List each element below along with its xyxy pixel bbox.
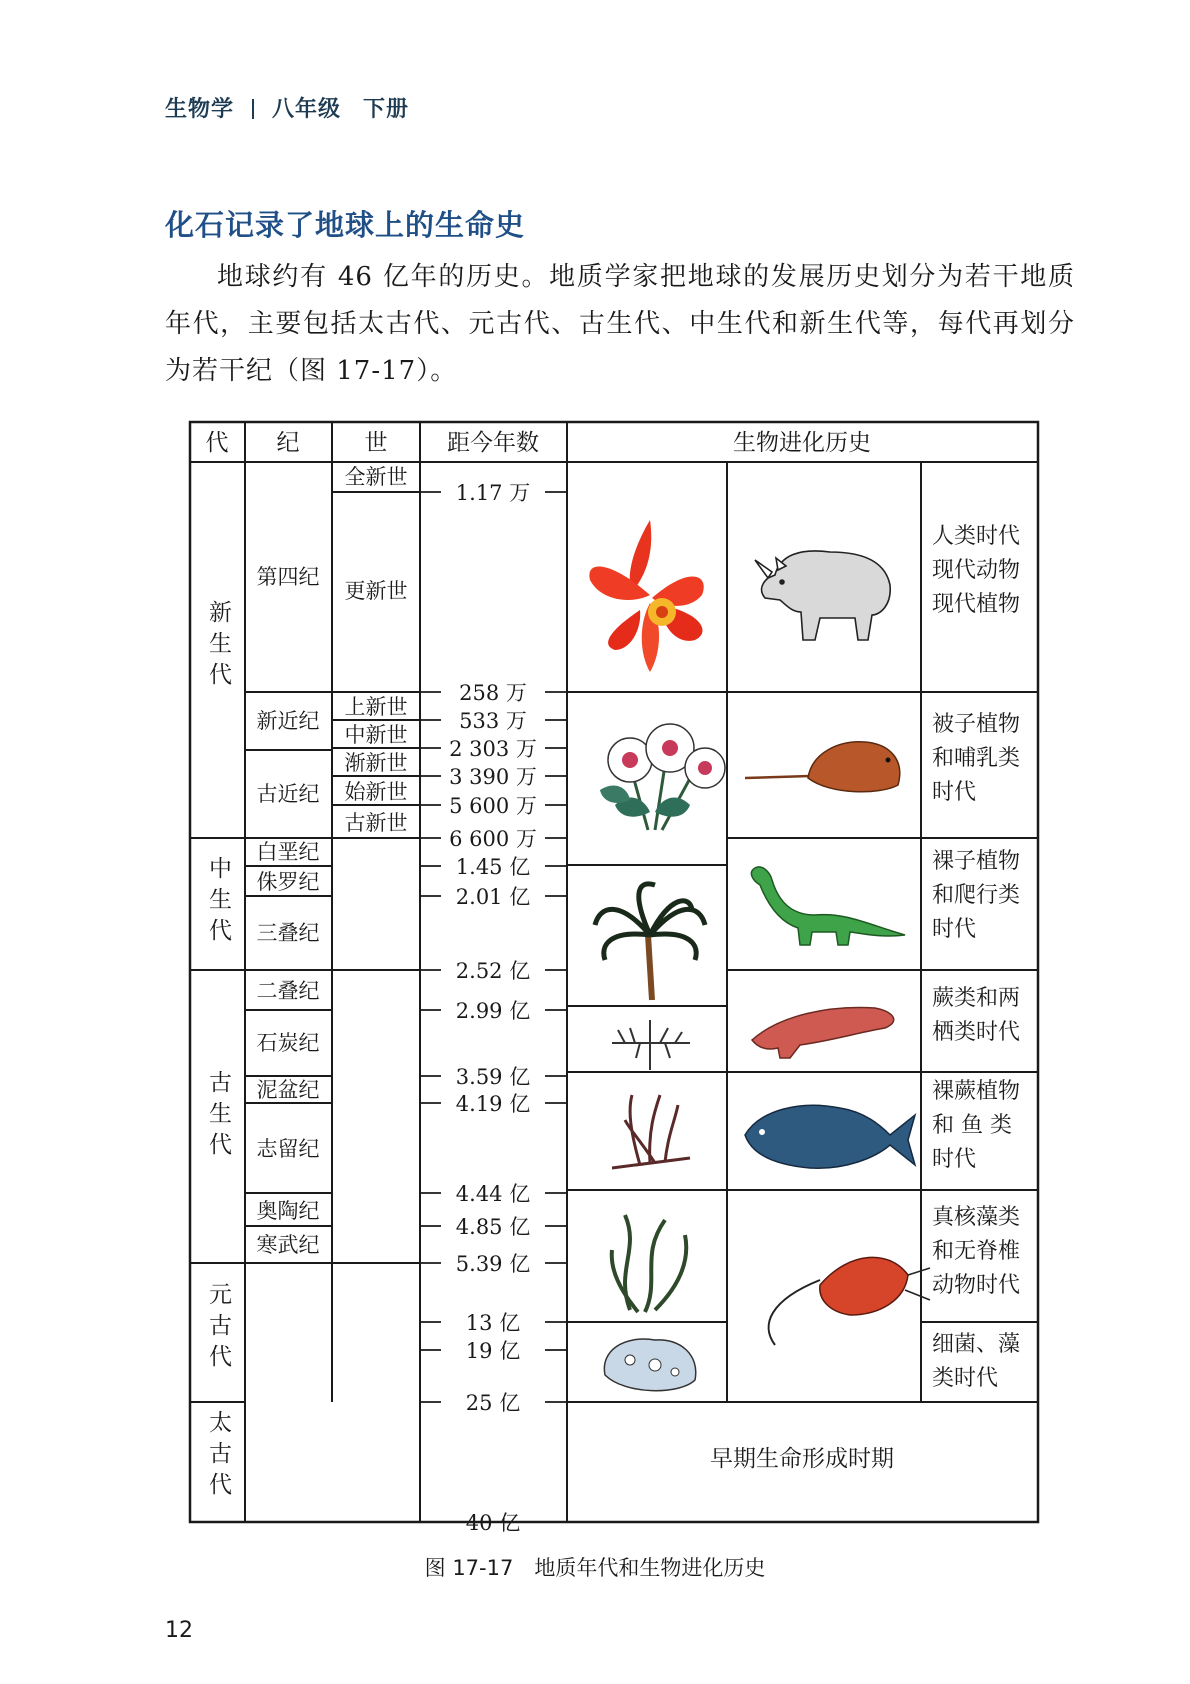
- period-paleogene: 古近纪: [256, 782, 320, 806]
- bacteria-colony-illustration: [604, 1339, 695, 1391]
- stage-line: 人类时代: [932, 524, 1021, 549]
- age-label: 4.19 亿: [455, 1092, 531, 1116]
- dinosaur-illustration: [751, 867, 905, 945]
- stage-line: 真核藻类: [932, 1205, 1021, 1230]
- period-neogene: 新近纪: [256, 709, 320, 733]
- stage-line: 时代: [932, 780, 977, 805]
- period-devonian: 泥盆纪: [256, 1078, 320, 1102]
- age-label: 3 390 万: [449, 765, 537, 789]
- age-label: 2 303 万: [449, 737, 537, 761]
- era-archean: 太古代: [205, 1410, 231, 1503]
- stage-line: 类时代: [932, 1366, 999, 1391]
- body-paragraph: 地球约有 46 亿年的历史。地质学家把地球的发展历史划分为若干地质年代，主要包括太古代、元古代、古生代、中生代和新生代等，每代再划分为若干纪（图 17-17）。: [165, 262, 1075, 386]
- period-cretaceous: 白垩纪: [256, 840, 320, 864]
- period-cambrian: 寒武纪: [256, 1233, 320, 1257]
- period-jurassic: 侏罗纪: [256, 870, 320, 894]
- epoch-pleistocene: 更新世: [344, 579, 408, 603]
- section-title: 化石记录了地球上的生命史: [165, 208, 526, 242]
- period-carboniferous: 石炭纪: [256, 1031, 320, 1055]
- volume-label: 下册: [363, 97, 410, 122]
- era-cenozoic: 新生代: [205, 600, 231, 693]
- period-triassic: 三叠纪: [256, 921, 320, 945]
- stage-line: 和爬行类: [932, 883, 1021, 908]
- age-label: 4.85 亿: [455, 1215, 531, 1239]
- period-quaternary: 第四纪: [256, 565, 320, 589]
- age-label: 6 600 万: [449, 827, 537, 851]
- cycad-tree-illustration: [595, 884, 705, 1000]
- header-epoch: 世: [364, 430, 388, 456]
- header-age: 距今年数: [447, 430, 539, 456]
- grade-label: 八年级: [272, 97, 342, 122]
- age-label: 2.01 亿: [455, 885, 531, 909]
- psilophyte-illustration: [612, 1095, 690, 1168]
- epoch-miocene: 中新世: [344, 723, 408, 747]
- age-label: 40 亿: [465, 1511, 521, 1535]
- rhino-illustration: [755, 551, 890, 640]
- age-label: 258 万: [459, 681, 527, 705]
- page-number: 12: [165, 1618, 193, 1643]
- stage-line: 现代植物: [932, 592, 1021, 617]
- age-label: 19 亿: [465, 1339, 521, 1363]
- stage-line: 栖类时代: [932, 1020, 1021, 1045]
- book-title: 生物学: [165, 97, 235, 122]
- orchid-illustration: [589, 520, 703, 672]
- age-label: 13 亿: [465, 1311, 521, 1335]
- stage-line: 时代: [932, 917, 977, 942]
- figure-caption: 图 17-17 地质年代和生物进化历史: [424, 1556, 766, 1580]
- epoch-pliocene: 上新世: [344, 695, 408, 719]
- stage-line: 时代: [932, 1147, 977, 1172]
- fern-illustration: [612, 1020, 690, 1070]
- fish-illustration: [745, 1105, 915, 1168]
- age-label: 533 万: [459, 709, 527, 733]
- age-label: 4.44 亿: [455, 1182, 531, 1206]
- stage-line: 和 鱼 类: [932, 1113, 1012, 1138]
- period-ordovician: 奥陶纪: [256, 1199, 320, 1223]
- stage-line: 被子植物: [932, 712, 1021, 737]
- age-label: 5.39 亿: [455, 1252, 531, 1276]
- stage-line: 现代动物: [932, 558, 1021, 583]
- period-permian: 二叠纪: [256, 979, 320, 1003]
- age-label: 1.17 万: [455, 481, 531, 505]
- amphibian-illustration: [752, 1007, 894, 1058]
- period-silurian: 志留纪: [256, 1137, 320, 1161]
- era-proterozoic: 元古代: [205, 1282, 231, 1375]
- epoch-oligocene: 渐新世: [344, 751, 408, 775]
- age-label: 2.52 亿: [455, 959, 531, 983]
- epoch-eocene: 始新世: [344, 780, 408, 804]
- header-period: 纪: [276, 430, 300, 456]
- stage-line: 细菌、藻: [932, 1332, 1021, 1357]
- flowering-plant-illustration: [600, 724, 725, 830]
- era-paleozoic: 古生代: [205, 1070, 231, 1163]
- age-label: 5 600 万: [449, 794, 537, 818]
- stage-line: 裸蕨植物: [932, 1079, 1021, 1104]
- stage-line: 蕨类和两: [932, 986, 1021, 1011]
- era-mesozoic: 中生代: [205, 856, 231, 949]
- epoch-paleocene: 古新世: [344, 811, 408, 835]
- trilobite-illustration: [769, 1257, 930, 1345]
- age-label: 25 亿: [465, 1391, 521, 1415]
- age-label: 3.59 亿: [455, 1065, 531, 1089]
- header-era: 代: [205, 430, 229, 456]
- stage-line: 裸子植物: [932, 849, 1021, 874]
- stage-line: 和哺乳类: [932, 746, 1021, 771]
- mammal-illustration: [745, 742, 900, 792]
- stage-line: 和无脊椎: [932, 1239, 1021, 1264]
- header-evolution: 生物进化历史: [733, 430, 871, 456]
- age-label: 2.99 亿: [455, 999, 531, 1023]
- stage-line: 动物时代: [932, 1273, 1021, 1298]
- age-label: 1.45 亿: [455, 855, 531, 879]
- early-life-label: 早期生命形成时期: [710, 1446, 894, 1472]
- algae-illustration: [612, 1215, 687, 1312]
- epoch-holocene: 全新世: [344, 465, 408, 489]
